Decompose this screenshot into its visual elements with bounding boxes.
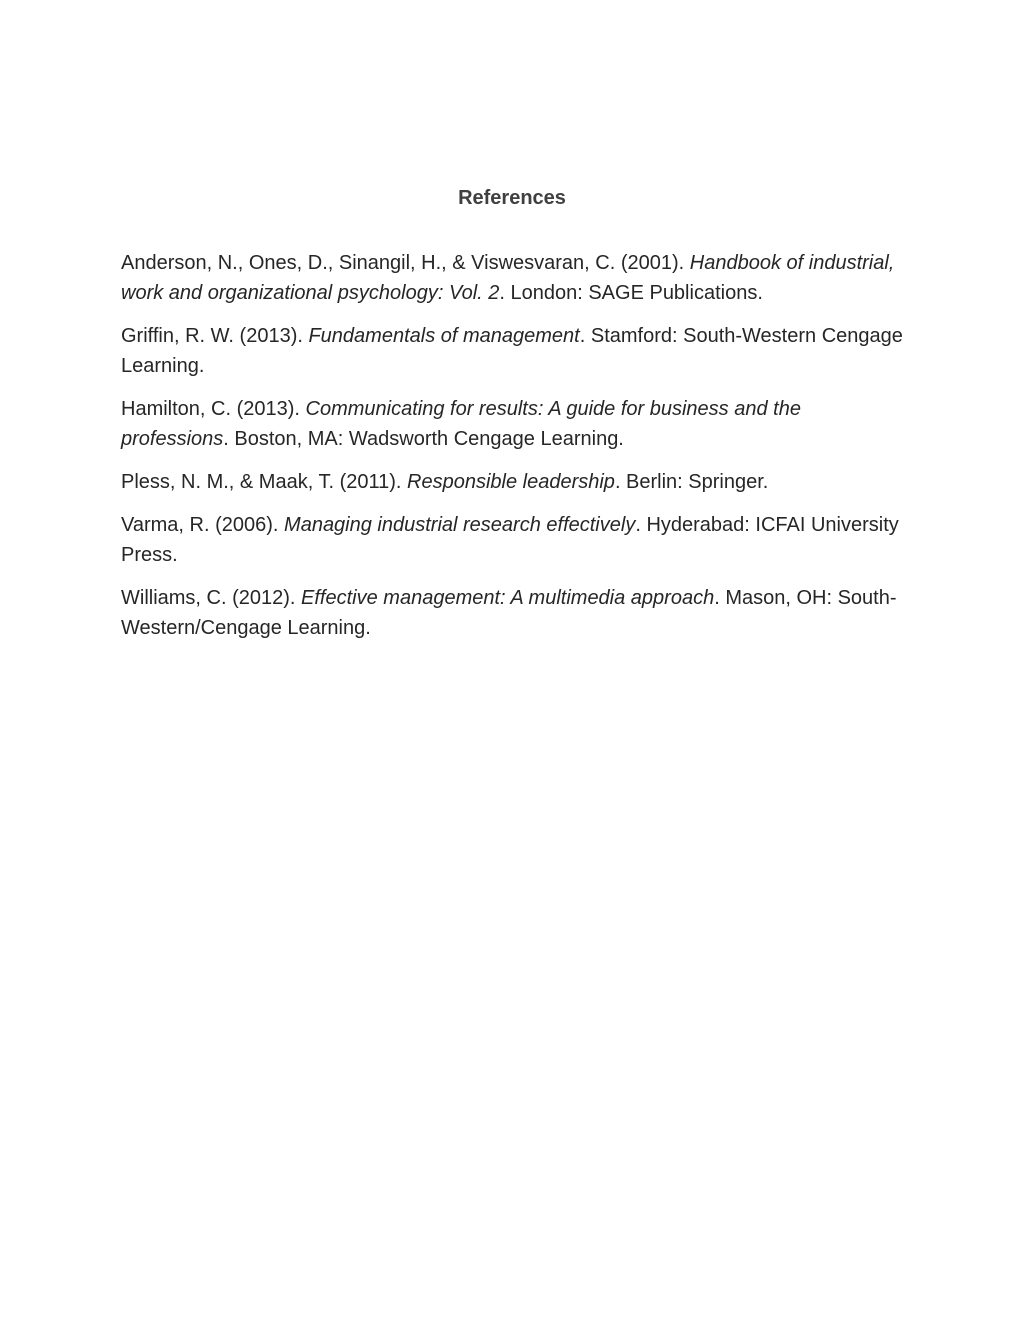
reference-list — [121, 248, 911, 656]
reference-authors-year: Williams, C. (2012). — [121, 587, 302, 609]
reference-entry — [121, 248, 911, 308]
reference-authors-year: Hamilton, C. (2013). — [121, 398, 306, 420]
reference-entry — [121, 583, 911, 643]
reference-authors-year: Pless, N. M., & Maak, T. (2011). — [121, 471, 408, 493]
reference-authors-year: Varma, R. (2006). — [121, 514, 285, 536]
reference-publisher: . Mason, OH: South-Western/Cengage Learning. — [121, 587, 897, 639]
reference-publisher: . Boston, MA: Wadsworth Cengage Learning. — [223, 428, 624, 450]
reference-publisher: . Hyderabad: ICFAI University Press. — [121, 514, 899, 566]
references-heading: References — [458, 187, 566, 209]
reference-title: Fundamentals of management — [308, 325, 580, 347]
reference-publisher: . Berlin: Springer. — [614, 471, 769, 493]
reference-entry — [121, 510, 911, 570]
reference-publisher: . Stamford: South-Western Cengage Learning. — [121, 325, 903, 377]
reference-title: Effective management: A multimedia approach — [301, 587, 715, 609]
reference-authors-year: Griffin, R. W. (2013). — [121, 325, 309, 347]
reference-authors-year: Anderson, N., Ones, D., Sinangil, H., & Viswesvaran, C. (2001). — [121, 252, 690, 274]
reference-title: Managing industrial research effectively — [284, 514, 636, 536]
reference-entry — [121, 467, 911, 497]
reference-publisher: . London: SAGE Publications. — [499, 282, 763, 304]
reference-entry — [121, 394, 911, 454]
reference-title: Communicating for results: A guide for business and the professions — [121, 398, 801, 450]
reference-entry — [121, 321, 911, 381]
reference-title: Handbook of industrial, work and organizational psychology: Vol. 2 — [121, 252, 895, 304]
reference-title: Responsible leadership — [407, 471, 615, 493]
